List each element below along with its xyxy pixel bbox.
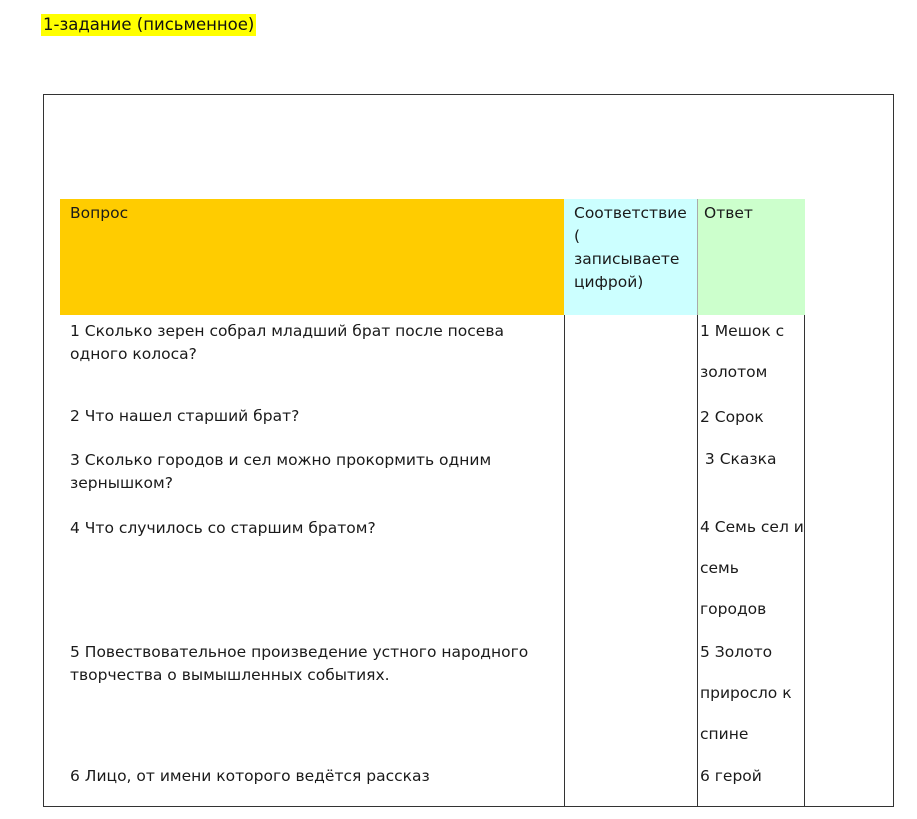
answer-text: 3 Сказка [700,450,777,468]
answer-text: 6 герой [700,767,762,785]
answer-cell [697,762,805,806]
match-cell[interactable] [564,762,697,806]
header-question: Вопрос [60,199,564,315]
question-cell: 4 Что случилось со старшим братом? [70,519,376,537]
answer-text: 2 Сорок [700,408,764,426]
match-cell[interactable] [564,315,697,402]
answer-cell [697,638,805,762]
answer-cell [697,514,805,638]
table-header-row [60,199,805,315]
matching-table [60,199,805,807]
question-cell: 6 Лицо, от имени которого ведётся рассказ [70,767,430,785]
table-row [60,402,805,446]
match-cell[interactable] [564,446,697,514]
table-row [60,638,805,762]
question-cell: 3 Сколько городов и сел можно прокормить одним зернышком? [70,451,492,492]
answer-cell [697,315,805,402]
task-title: 1-задание (письменное) [43,15,255,34]
question-cell: 5 Повествовательное произведение устного народного творчества о вымышленных событиях. [70,643,529,684]
table-row [60,446,805,514]
question-cell: 1 Сколько зерен собрал младший брат после посева одного колоса? [70,322,504,363]
match-cell[interactable] [564,514,697,638]
answer-text: 1 Мешок с золотом [700,322,785,381]
answer-text: 5 Золото приросло к спине [700,643,792,743]
answer-cell [697,446,805,514]
table-row [60,762,805,807]
header-match: Соответствие ( записываете цифрой) [564,199,697,315]
header-answer: Ответ [697,199,805,315]
table-row [60,315,805,402]
question-cell: 2 Что нашел старший брат? [70,407,300,425]
match-cell[interactable] [564,638,697,762]
match-cell[interactable] [564,402,697,446]
answer-text: 4 Семь сел и семь городов [700,518,804,618]
table-row [60,514,805,638]
